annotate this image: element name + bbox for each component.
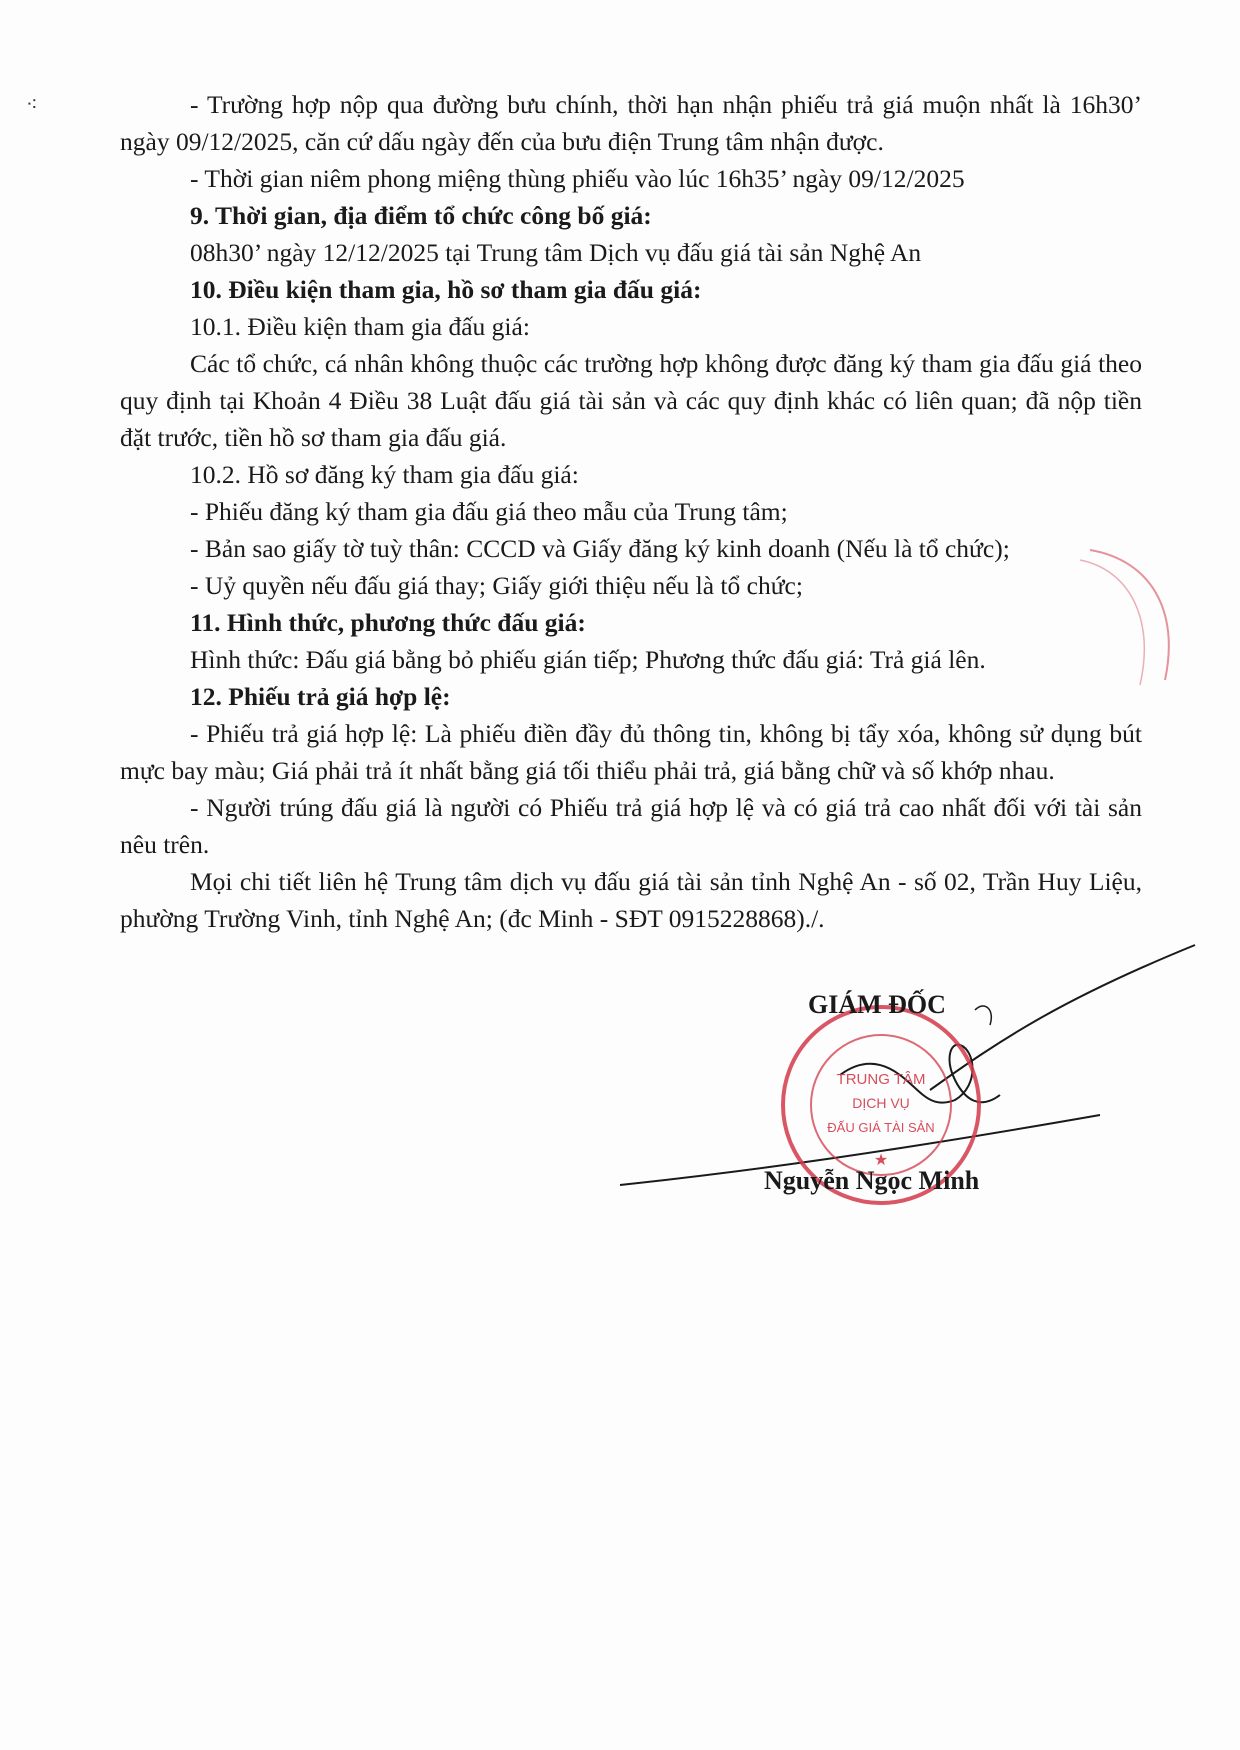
seal-line-2: DỊCH VỤ xyxy=(852,1095,910,1111)
paragraph: - Trường hợp nộp qua đường bưu chính, thời hạn nhận phiếu trả giá muộn nhất là 16h30’ ngày 09/12/2025, căn cứ dấu ngày đến của bưu điện Trung tâm nhận được. xyxy=(120,90,1142,156)
partial-stamp-mark xyxy=(1070,540,1180,690)
document-body xyxy=(120,86,1142,937)
paragraph: 10.1. Điều kiện tham gia đấu giá: xyxy=(190,312,530,341)
paragraph: - Uỷ quyền nếu đấu giá thay; Giấy giới thiệu nếu là tổ chức; xyxy=(190,571,803,600)
section-heading: 12. Phiếu trả giá hợp lệ: xyxy=(190,682,451,711)
paragraph: 08h30’ ngày 12/12/2025 tại Trung tâm Dịch vụ đấu giá tài sản Nghệ An xyxy=(190,238,922,267)
paragraph: Mọi chi tiết liên hệ Trung tâm dịch vụ đấu giá tài sản tỉnh Nghệ An - số 02, Trần Huy Liệu, phường Trường Vinh, tỉnh Nghệ An; (đc Minh - SĐT 0915228868)./. xyxy=(120,867,1142,933)
signer-name: Nguyễn Ngọc Minh xyxy=(764,1166,980,1195)
paragraph: Hình thức: Đấu giá bằng bỏ phiếu gián tiếp; Phương thức đấu giá: Trả giá lên. xyxy=(190,645,986,674)
paragraph: 10.2. Hồ sơ đăng ký tham gia đấu giá: xyxy=(190,460,579,489)
paragraph: - Bản sao giấy tờ tuỳ thân: CCCD và Giấy đăng ký kinh doanh (Nếu là tổ chức); xyxy=(190,534,1010,563)
paragraph: - Phiếu đăng ký tham gia đấu giá theo mẫu của Trung tâm; xyxy=(190,497,788,526)
paragraph: - Thời gian niêm phong miệng thùng phiếu vào lúc 16h35’ ngày 09/12/2025 xyxy=(190,164,965,193)
paragraph: - Người trúng đấu giá là người có Phiếu trả giá hợp lệ và có giá trả cao nhất đối với tài sản nêu trên. xyxy=(120,793,1142,859)
paragraph: - Phiếu trả giá hợp lệ: Là phiếu điền đầy đủ thông tin, không bị tẩy xóa, không sử dụng bút mực bay màu; Giá phải trả ít nhất bằng giá tối thiểu phải trả, giá bằng chữ và số khớp nhau. xyxy=(120,719,1142,785)
section-heading: 9. Thời gian, địa điểm tổ chức công bố giá: xyxy=(190,201,652,230)
section-heading: 10. Điều kiện tham gia, hồ sơ tham gia đấu giá: xyxy=(190,275,702,304)
seal-line-3: ĐẤU GIÁ TÀI SẢN xyxy=(827,1120,935,1135)
paragraph: Các tổ chức, cá nhân không thuộc các trường hợp không được đăng ký tham gia đấu giá theo quy định tại Khoản 4 Điều 38 Luật đấu giá tài sản và các quy định khác có liên quan; đã nộp tiền đặt trước, tiền hồ sơ tham gia đấu giá. xyxy=(120,349,1142,452)
signature-block xyxy=(680,990,1140,1250)
seal-line-1: TRUNG TÂM xyxy=(836,1071,926,1088)
scan-speck: ⁖ xyxy=(26,94,38,116)
signer-title: GIÁM ĐỐC xyxy=(808,990,946,1019)
section-heading: 11. Hình thức, phương thức đấu giá: xyxy=(190,608,586,637)
svg-text:★: ★ xyxy=(873,1152,889,1169)
